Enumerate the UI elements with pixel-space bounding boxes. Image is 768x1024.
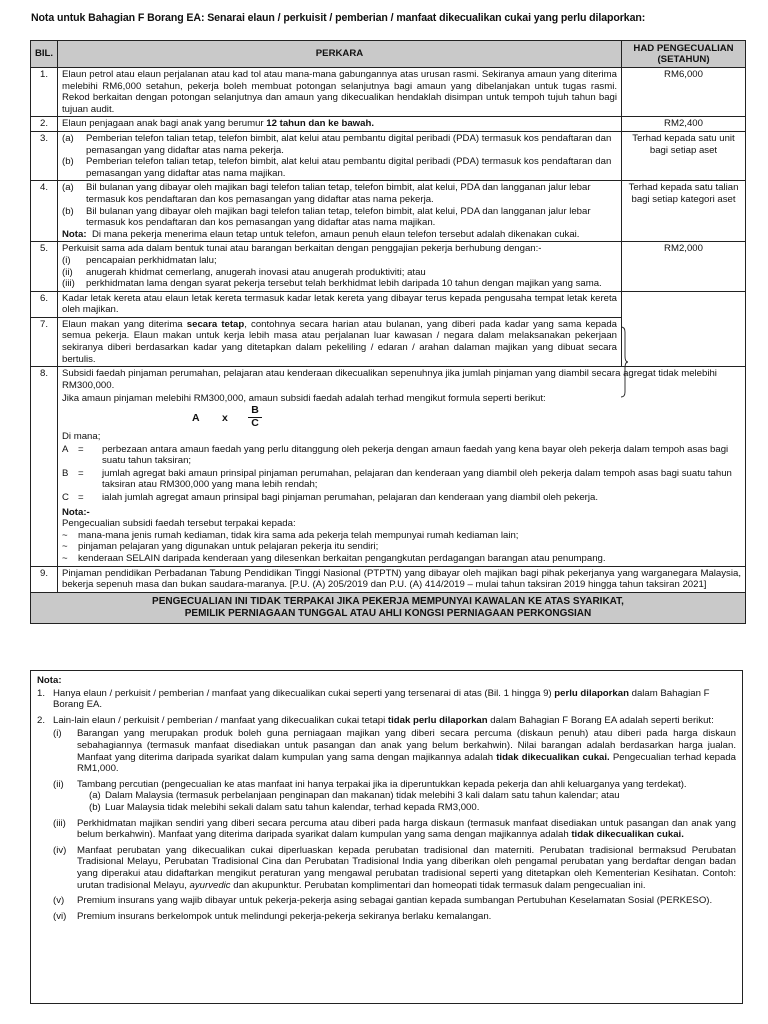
definition-item bbox=[62, 468, 741, 491]
exemption-table bbox=[30, 40, 746, 624]
table-row bbox=[31, 181, 746, 242]
tilde-text: pinjaman pelajaran yang digunakan untuk pelajaran pekerja itu sendiri; bbox=[78, 541, 379, 553]
row-limit bbox=[622, 291, 746, 367]
sub-label: (i) bbox=[62, 254, 71, 266]
alpha-label: (b) bbox=[89, 801, 101, 813]
note-text bbox=[53, 715, 736, 727]
alpha-text: Dalam Malaysia (termasuk perbelanjaan penginapan dan makanan) tidak melebihi 3 kali dalam satu tahun kalendar; atau bbox=[105, 790, 620, 802]
sub-item bbox=[62, 182, 617, 205]
note-text-part: dalam Bahagian F Borang EA. bbox=[53, 687, 710, 711]
subitem-text-italic: ayurvedic bbox=[189, 879, 231, 891]
def-key: C bbox=[62, 492, 69, 503]
subitem-text-part: Pengecualian terhad kepada RM1,000. bbox=[77, 751, 736, 775]
header-had-line2: (SETAHUN) bbox=[657, 54, 710, 65]
note-intro: Pengecualian subsidi faedah tersebut terpakai kepada: bbox=[62, 518, 296, 530]
note-subitem bbox=[53, 911, 736, 923]
notes-heading: Nota: bbox=[37, 675, 62, 686]
note-item bbox=[37, 688, 736, 711]
sub-item bbox=[62, 278, 617, 290]
tilde-mark: ~ bbox=[62, 552, 68, 564]
sub-label: (iii) bbox=[62, 278, 75, 290]
def-text: ialah jumlah agregat amaun prinsipal bagi pinjaman perumahan, pelajaran dan kenderaan yang diambil oleh pekerja. bbox=[102, 492, 599, 503]
alpha-item bbox=[89, 790, 736, 802]
def-eq: = bbox=[78, 467, 84, 479]
sub-label: (a) bbox=[62, 132, 74, 144]
subitem-text bbox=[77, 728, 736, 774]
note-number: 1. bbox=[37, 687, 46, 699]
definition-item bbox=[62, 444, 741, 467]
sub-text: Bil bulanan yang dibayar oleh majikan bagi telefon talian tetap, telefon bimbit, alat kelui, PDA dan langganan jalur lebar termasuk kos pendaftaran dan kos pemasangan yang didaftar atas nama majikan. bbox=[86, 205, 591, 229]
tilde-item bbox=[62, 553, 741, 565]
row-text bbox=[58, 131, 622, 180]
sub-text: perkhidmatan lama dengan syarat pekerja tersebut telah berkhidmat lebih daripada 10 tahun dengan majikan yang sama. bbox=[86, 278, 602, 290]
subitem-text-bold: tidak dikecualikan cukai. bbox=[496, 751, 610, 763]
banner-line2: PEMILIK PERNIAGAAN TUNGGAL ATAU AHLI KONGSI PERNIAGAAN PERKONGSIAN bbox=[184, 607, 592, 619]
formula-times: x bbox=[222, 412, 228, 425]
subitem-text bbox=[77, 818, 736, 841]
row-text-part: Elaun penjagaan anak bagi anak yang berumur bbox=[62, 118, 267, 130]
row-text-part: , contohnya secara harian atau bulanan, yang diberi pada kadar yang sama kepada semua pekerja. Elaun makan untuk kerja lebih masa atau perjalanan luar kawasan / negara dalam melaksanakan pekerjaan sekiranya diberi berdasarkan kadar yang ditetapkan dalam pekeliling / edaran / arahan dalaman majikan yang dibuat secara bertulis. bbox=[62, 318, 618, 365]
row-limit: RM2,400 bbox=[622, 117, 746, 132]
row-text bbox=[58, 181, 622, 242]
alpha-label: (a) bbox=[89, 790, 101, 802]
row-number: 4. bbox=[31, 181, 58, 242]
roman-label: (v) bbox=[53, 895, 65, 907]
alpha-item bbox=[89, 802, 736, 814]
subitem-text bbox=[77, 779, 736, 814]
tilde-item bbox=[62, 530, 741, 542]
note-subitem bbox=[53, 845, 736, 891]
def-eq: = bbox=[78, 492, 84, 503]
subitem-text: Premium insurans yang wajib dibayar untuk pekerja-pekerja asing sebagai gantian kepada sumbangan Pertubuhan Keselamatan Sosial (PERKESO). bbox=[77, 895, 713, 907]
tilde-text: kenderaan SELAIN daripada kenderaan yang dilesenkan berkaitan pengangkutan perdagangan barangan atau penumpang. bbox=[78, 552, 606, 564]
formula-denominator: C bbox=[251, 416, 259, 429]
row-note bbox=[62, 507, 741, 519]
note-subitem bbox=[53, 895, 736, 907]
exclusion-banner bbox=[31, 592, 746, 623]
row-intro: Perkuisit sama ada dalam bentuk tunai atau barangan berkaitan dengan penggajian pekerja berhubung dengan:- bbox=[62, 243, 542, 255]
row-number: 5. bbox=[31, 242, 58, 291]
note-subitem bbox=[53, 818, 736, 841]
row-text: Elaun petrol atau elaun perjalanan atau kad tol atau mana-mana gabungannya atas urusan rasmi. Sekiranya amaun yang diterima melebihi RM6,000 setahun, pekerja boleh membuat potongan selanjutnya bagi amaun yang dibelanjakan untuk tugas rasmi. Rekod berkaitan dengan potongan selanjutnya dan amaun yang dikecualikan hendaklah disimpan untuk tempoh tujuh tahun bagi tujuan audit. bbox=[58, 68, 622, 117]
row-paragraph: Subsidi faedah pinjaman perumahan, pelajaran atau kenderaan dikecualikan sepenuhnya jika jumlah pinjaman yang diambil secara agregat tidak melebihi RM300,000. bbox=[62, 368, 717, 391]
note-subitem bbox=[53, 779, 736, 814]
roman-label: (i) bbox=[53, 728, 62, 740]
sub-text: Pemberian telefon talian tetap, telefon bimbit, alat kelui atau pembantu digital peribadi (PDA) termasuk kos pendaftaran dan pemasangan yang didaftar atas nama pekerja. bbox=[86, 132, 612, 156]
tilde-mark: ~ bbox=[62, 529, 68, 541]
row-number: 9. bbox=[31, 566, 58, 592]
row-number: 8. bbox=[31, 367, 58, 566]
sub-text: Pemberian telefon talian tetap, telefon bimbit, alat kelui atau pembantu digital peribadi (PDA) termasuk kos pendaftaran dan pemasangan yang didaftar atas nama majikan. bbox=[86, 156, 612, 179]
note-text-bold: tidak perlu dilaporkan bbox=[387, 714, 488, 726]
note-text-part: Lain-lain elaun / perkuisit / pemberian / manfaat yang dikecualikan cukai tetapi bbox=[53, 714, 388, 726]
row-text bbox=[58, 317, 622, 366]
sub-item bbox=[62, 206, 617, 229]
sub-label: (b) bbox=[62, 205, 74, 217]
row-number: 1. bbox=[31, 68, 58, 117]
tilde-mark: ~ bbox=[62, 541, 68, 553]
banner-row bbox=[31, 592, 746, 623]
row-paragraph: Jika amaun pinjaman melebihi RM300,000, amaun subsidi faedah adalah terhad mengikut formula seperti berikut: bbox=[62, 393, 546, 405]
def-key: A bbox=[62, 443, 69, 455]
row-limit: RM6,000 bbox=[622, 68, 746, 117]
row-text bbox=[58, 242, 622, 291]
sub-item bbox=[62, 156, 617, 179]
roman-label: (iv) bbox=[53, 844, 67, 856]
header-had bbox=[622, 41, 746, 68]
row-number: 2. bbox=[31, 117, 58, 132]
tilde-text: mana-mana jenis rumah kediaman, tidak kira sama ada pekerja telah mempunyai rumah kediaman lain; bbox=[78, 529, 519, 541]
subitem-text: Premium insurans berkelompok untuk melindungi pekerja-pekerja sekiranya berlaku kemalangan. bbox=[77, 910, 492, 922]
def-eq: = bbox=[78, 443, 84, 455]
note-text-bold: perlu dilaporkan bbox=[554, 687, 629, 699]
roman-label: (vi) bbox=[53, 910, 67, 922]
subitem-text-part: Tambang percutian (pengecualian ke atas manfaat ini hanya terpakai jika ia diperuntukkan kepada pekerja dan ahli keluarganya yang terdekat). bbox=[77, 778, 687, 790]
table-row bbox=[31, 291, 746, 317]
subitem-text-part: dan akupunktur. Perubatan komplimentari dan homeopati tidak termasuk dalam pengecualian ini. bbox=[230, 879, 646, 891]
sub-text: pencapaian perkhidmatan lalu; bbox=[86, 254, 217, 266]
row-number: 7. bbox=[31, 317, 58, 366]
note-label: Nota: bbox=[62, 228, 87, 240]
sub-label: (b) bbox=[62, 156, 74, 168]
formula-a: A bbox=[192, 412, 200, 425]
header-bil: BIL. bbox=[31, 41, 58, 68]
subitem-text-part: Manfaat perubatan yang dikecualikan cukai diperluaskan kepada perubatan tradisional dan materniti. Perubatan tradisional bermaksud Perubatan Tradisional Melayu, Perubatan Tradisional Cina dan Perubatan Tradisional India yang diberikan oleh pengamal perubatan yang berdaftar dengan badan yang diperakui atau didaftarkan mengikut peraturan yang mengawal perubatan tradisional seperti yang ditetapkan oleh Kementerian Kesihatan. Contoh: urutan tradisional Melayu, bbox=[77, 844, 736, 891]
table-row bbox=[31, 367, 746, 566]
table-row bbox=[31, 68, 746, 117]
banner-line1: PENGECUALIAN INI TIDAK TERPAKAI JIKA PEKERJA MEMPUNYAI KAWALAN KE ATAS SYARIKAT, bbox=[152, 595, 624, 607]
table-row bbox=[31, 117, 746, 132]
definition-item bbox=[62, 492, 741, 504]
note-text: Di mana pekerja menerima elaun tetap untuk telefon, amaun penuh elaun telefon tersebut adalah dikenakan cukai. bbox=[92, 228, 580, 240]
notes-box bbox=[30, 670, 743, 1004]
sub-text: anugerah khidmat cemerlang, anugerah inovasi atau anugerah produktiviti; atau bbox=[86, 266, 426, 278]
sub-text: Bil bulanan yang dibayar oleh majikan bagi telefon talian tetap, telefon bimbit, alat kelui, PDA dan langganan jalur lebar termasuk kos pendaftaran dan kos pemasangan yang didaftar atas nama pekerja. bbox=[86, 182, 591, 205]
note-text-part: Hanya elaun / perkuisit / pemberian / manfaat yang dikecualikan cukai seperti yang tersenarai di atas (Bil. 1 hingga 9) bbox=[53, 687, 555, 699]
row-note bbox=[62, 229, 617, 241]
sub-item bbox=[62, 255, 617, 267]
subitem-text-part: Perkhidmatan majikan sendiri yang diberi secara percuma atau diberi pada harga diskaun (termasuk manfaat disediakan untuk pasangan dan anak yang belum berkahwin). Manfaat yang diterima daripada syarikat dalam kumpulan yang sama dengan majikannya adalah bbox=[77, 817, 736, 841]
subitem-text bbox=[77, 845, 736, 891]
table-row bbox=[31, 242, 746, 291]
row-limit: RM2,000 bbox=[622, 242, 746, 291]
interest-formula bbox=[62, 405, 741, 431]
table-row bbox=[31, 131, 746, 180]
row-text-bold: secara tetap bbox=[186, 318, 245, 330]
tilde-item bbox=[62, 541, 741, 553]
sub-label: (ii) bbox=[62, 266, 73, 278]
note-item bbox=[37, 715, 736, 727]
def-key: B bbox=[62, 467, 69, 479]
formula-fraction bbox=[248, 405, 262, 429]
subitem-text-part: Barangan yang merupakan produk boleh guna perniagaan majikan yang diberi secara percuma (diskaun penuh) atau diberi pada harga diskaun sebahagiannya (termasuk manfaat disediakan untuk pasangan dan anak yang belum berkahwin). Nilai barangan adalah berdasarkan harga jualan. Manfaat yang diterima daripada syarikat dalam kumpulan yang sama dengan majikannya adalah bbox=[77, 728, 736, 763]
row-limit: Terhad kepada satu unit bagi setiap aset bbox=[622, 131, 746, 180]
row-number: 6. bbox=[31, 291, 58, 317]
table-header-row bbox=[31, 41, 746, 68]
row-text bbox=[58, 367, 746, 566]
alpha-text: Luar Malaysia tidak melebihi sekali dalam satu tahun kalendar, terhad kepada RM3,000. bbox=[105, 801, 480, 813]
def-text: perbezaan antara amaun faedah yang perlu ditanggung oleh pekerja dengan amaun faedah yang kena bayar oleh pekerja dalam tempoh asas bagi suatu tahun taksiran; bbox=[102, 443, 729, 467]
brace-icon bbox=[620, 326, 628, 398]
row-limit: Terhad kepada satu talian bagi setiap kategori aset bbox=[622, 181, 746, 242]
note-label: Nota:- bbox=[62, 506, 90, 518]
header-perkara: PERKARA bbox=[58, 41, 622, 68]
row-text bbox=[58, 117, 622, 132]
roman-label: (iii) bbox=[53, 817, 66, 829]
note-number: 2. bbox=[37, 714, 46, 726]
subitem-text-bold: tidak dikecualikan cukai. bbox=[571, 829, 684, 841]
row-number: 3. bbox=[31, 131, 58, 180]
row-text-bold: 12 tahun dan ke bawah. bbox=[266, 118, 374, 130]
note-subitem bbox=[53, 728, 736, 774]
row-text-part: Elaun makan yang diterima bbox=[62, 318, 187, 330]
formula-numerator: B bbox=[248, 405, 262, 418]
sub-label: (a) bbox=[62, 182, 74, 194]
row-paragraph: Di mana; bbox=[62, 431, 101, 443]
header-had-line1: HAD PENGECUALIAN bbox=[633, 43, 734, 54]
table-row bbox=[31, 566, 746, 592]
page-title: Nota untuk Bahagian F Borang EA: Senarai elaun / perkuisit / pemberian / manfaat dikecualikan cukai yang perlu dilaporkan: bbox=[31, 12, 646, 24]
note-text-part: dalam Bahagian F Borang EA adalah seperti berikut: bbox=[487, 714, 714, 726]
sub-item bbox=[62, 133, 617, 156]
note-text bbox=[53, 688, 736, 711]
def-text: jumlah agregat baki amaun prinsipal pinjaman perumahan, pelajaran dan kenderaan yang diambil oleh pekerja dalam tempoh asas bagi suatu tahun taksiran atau RM300,000 yang mana lebih rendah; bbox=[102, 467, 732, 491]
row-text: Pinjaman pendidikan Perbadanan Tabung Pendidikan Tinggi Nasional (PTPTN) yang dibayar oleh majikan bagi pihak pekerjanya yang warganegara Malaysia, bekerja sepenuh masa dan bukan saudara-maranya. [P.U. (A) 205/2019 dan P.U. (A) 414/2019 – mulai tahun taksiran 2019 hingga tahun taksiran 2021] bbox=[58, 566, 746, 592]
row-text: Kadar letak kereta atau elaun letak kereta termasuk kadar letak kereta yang dibayar terus kepada pengusaha tempat letak kereta oleh majikan. bbox=[58, 291, 622, 317]
roman-label: (ii) bbox=[53, 778, 64, 790]
sub-item bbox=[62, 267, 617, 279]
